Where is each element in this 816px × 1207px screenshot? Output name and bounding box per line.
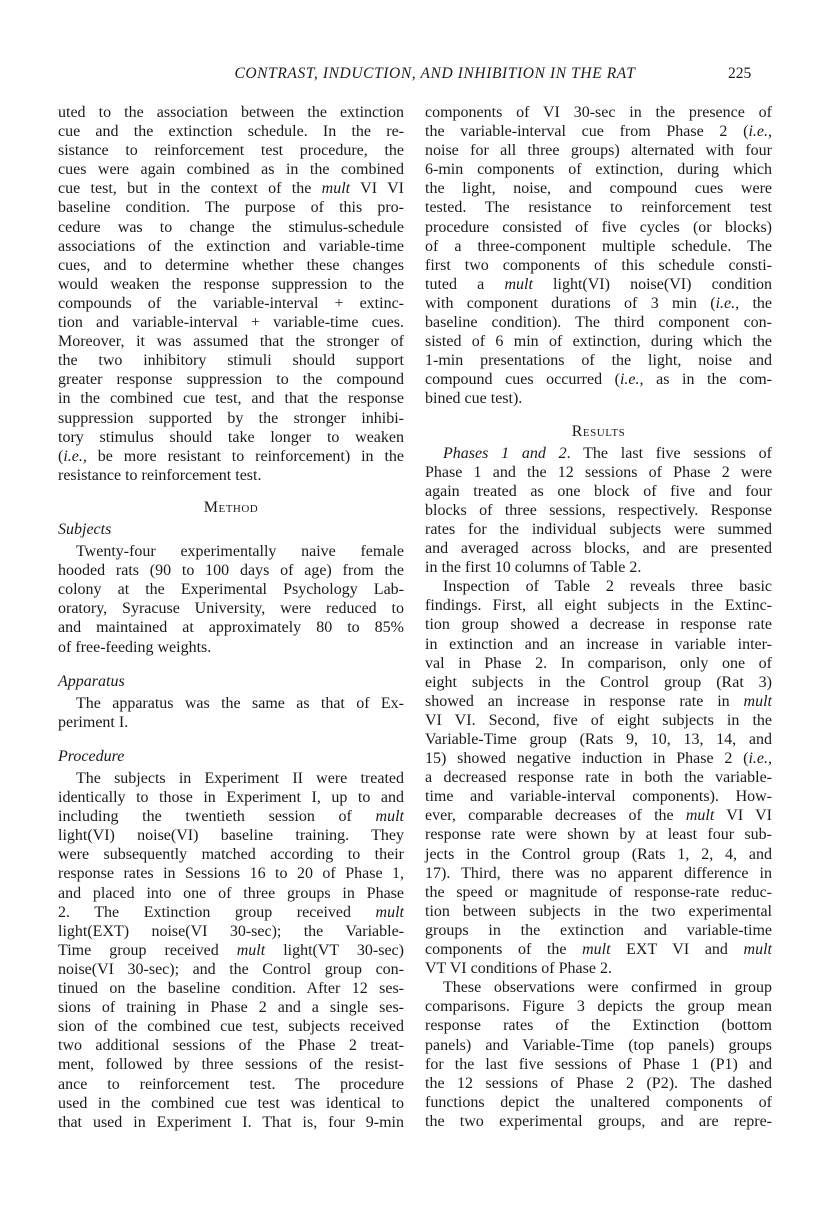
text-run: cues, and to determine whether these changes (58, 256, 404, 274)
text-line (425, 351, 772, 370)
text-line (425, 883, 772, 902)
text-run: as in the com- (643, 371, 773, 389)
section-heading: Results (571, 422, 626, 440)
text-line (425, 577, 772, 596)
text-run: the speed or magnitude of response-rate reduc- (425, 883, 772, 901)
text-run: sion of the combined cue test, subjects received (58, 1018, 404, 1036)
text-line (58, 409, 404, 428)
text-run: response rates in Sessions 16 to 20 of Phase 1, (58, 865, 404, 883)
text-line (58, 198, 404, 217)
paragraph (58, 103, 404, 485)
text-run: ( (58, 447, 64, 465)
text-line (425, 615, 772, 634)
text-line (425, 237, 772, 256)
paragraph (58, 694, 404, 732)
text-run: Moreover, it was assumed that the stronger of (58, 333, 404, 351)
text-line (425, 902, 772, 921)
text-line (425, 482, 772, 501)
text-run: and averaged across blocks, and are presented (425, 540, 772, 558)
italic-text: mult (743, 692, 772, 710)
text-run: VI VI (714, 807, 772, 825)
text-line (58, 370, 404, 389)
text-line (58, 884, 404, 903)
text-line (58, 998, 404, 1017)
text-line (425, 332, 772, 351)
italic-text: mult (685, 807, 715, 825)
text-line (58, 294, 404, 313)
text-line (425, 1036, 772, 1055)
text-line (425, 940, 772, 959)
text-run: used in the combined cue test was identical to (58, 1094, 404, 1112)
text-run: with component durations of 3 min ( (425, 294, 716, 312)
text-run: rates for the individual subjects were summed (425, 520, 772, 538)
text-line (425, 730, 772, 749)
text-line (58, 1113, 404, 1132)
text-line (425, 711, 772, 730)
subsection-heading: Subjects (58, 520, 112, 538)
text-run: in extinction and an increase in variable inter- (425, 635, 772, 653)
text-run: baseline condition). The third component con- (425, 314, 772, 332)
text-line (425, 997, 772, 1016)
text-line (425, 635, 772, 654)
text-run: first two components of this schedule consti- (425, 256, 772, 274)
text-line (58, 638, 404, 657)
running-head-title: CONTRAST, INDUCTION, AND INHIBITION IN THE RAT (234, 65, 636, 82)
text-run: components of VI 30-sec in the presence of (425, 104, 772, 121)
text-run: response rates of the Extinction (bottom (425, 1017, 772, 1035)
text-line (425, 692, 772, 711)
paragraph (58, 542, 404, 657)
text-line (425, 1055, 772, 1074)
text-run: blocks of three sessions, respectively. Response (425, 501, 772, 519)
text-line (58, 979, 404, 998)
text-line (58, 466, 404, 485)
text-line (58, 599, 404, 618)
text-run: cedure was to change the stimulus-schedule (58, 218, 404, 236)
section-heading: Method (203, 498, 259, 516)
text-line (425, 370, 772, 389)
text-run: the two experimental groups, and are repre- (425, 1112, 772, 1130)
text-line (425, 218, 772, 237)
text-run: tinued on the baseline condition. After 12 ses- (58, 980, 404, 998)
text-run: functions depict the unaltered components of (425, 1093, 772, 1111)
text-line (58, 542, 404, 561)
text-line (58, 1055, 404, 1074)
text-line (58, 141, 404, 160)
text-line (58, 769, 404, 788)
text-run: ever, comparable decreases of the (425, 807, 686, 825)
text-run: The apparatus was the same as that of Ex- (76, 694, 404, 712)
text-line (58, 864, 404, 883)
text-line (58, 941, 404, 960)
text-line (58, 332, 404, 351)
text-run: compounds of the variable-interval + extinc- (58, 294, 404, 312)
text-run: ance to reinforcement test. The procedure (58, 1075, 404, 1093)
text-run: the light, noise, and compound cues were (425, 180, 772, 198)
text-run: light(VI) noise(VI) condition (532, 275, 773, 293)
text-run: light(EXT) noise(VI 30-sec); the Variable- (58, 922, 404, 940)
text-run: panels) and Variable-Time (top panels) groups (425, 1036, 772, 1054)
text-run: light(VI) noise(VI) baseline training. They (58, 827, 404, 845)
paragraph (425, 577, 772, 978)
text-line (58, 1017, 404, 1036)
text-run: baseline condition. The purpose of this pro- (58, 199, 404, 217)
text-run: again treated as one block of five and four (425, 482, 772, 500)
text-run: sistance to reinforcement test procedure, the (58, 142, 404, 160)
text-run: a decreased response rate in both the variable- (425, 769, 772, 787)
text-line (58, 1094, 404, 1113)
text-line (425, 501, 772, 520)
text-line (425, 845, 772, 864)
text-run: resistance to reinforcement test. (58, 466, 262, 484)
text-run: 6-min components of extinction, during which (425, 161, 772, 179)
paragraph (425, 103, 772, 409)
text-run: 1-min presentations of the light, noise and (425, 352, 772, 370)
text-run: suppression supported by the stronger inhibi- (58, 409, 404, 427)
text-line (58, 845, 404, 864)
text-line (58, 1036, 404, 1055)
left-column (58, 103, 404, 1132)
text-line (425, 520, 772, 539)
text-line (58, 713, 404, 732)
text-run: periment I. (58, 713, 129, 731)
italic-text: mult (321, 180, 351, 198)
text-line (58, 580, 404, 599)
italic-text: mult (375, 808, 404, 826)
text-run: eight subjects in the Control group (Rat 3) (425, 673, 772, 691)
text-line (425, 198, 772, 217)
text-run: tion and variable-interval + variable-time cues. (58, 314, 404, 332)
text-line (425, 313, 772, 332)
text-run: compound cues occurred ( (425, 371, 620, 389)
text-line (58, 275, 404, 294)
text-run: tory stimulus should take longer to weaken (58, 428, 404, 446)
text-run: associations of the extinction and variable-time (58, 237, 404, 255)
text-run: two additional sessions of the Phase 2 treat- (58, 1037, 404, 1055)
text-run: comparisons. Figure 3 depicts the group mean (425, 998, 772, 1016)
text-line (425, 864, 772, 883)
text-run: of free-feeding weights. (58, 638, 212, 656)
text-line (58, 313, 404, 332)
text-run: colony at the Experimental Psychology Lab- (58, 581, 404, 599)
text-run: cue test, but in the context of the (58, 180, 322, 198)
text-run: VI VI. Second, five of eight subjects in the (425, 711, 772, 729)
italic-text: mult (236, 941, 266, 959)
text-run: VT VI conditions of Phase 2. (425, 960, 612, 978)
text-run: and placed into one of three groups in Phase (58, 884, 404, 902)
text-line (58, 160, 404, 179)
text-run: identically to those in Experiment I, up to and (58, 789, 404, 807)
text-run: ment, followed by three sessions of the resist- (58, 1056, 404, 1074)
text-run: groups in the extinction and variable-time (425, 921, 772, 939)
text-line (425, 444, 772, 463)
text-line (58, 447, 404, 466)
text-run: time and variable-interval components). How- (425, 788, 772, 806)
text-line (425, 256, 772, 275)
text-line (58, 179, 404, 198)
paragraph (425, 978, 772, 1131)
text-line (425, 806, 772, 825)
italic-text: i.e., (619, 371, 644, 389)
italic-text: mult (582, 941, 611, 959)
text-run: would weaken the response suppression to the (58, 275, 404, 293)
text-run: The subjects in Experiment II were treated (76, 770, 404, 787)
text-run: light(VT 30-sec) (265, 941, 404, 959)
text-line (425, 959, 772, 978)
text-run: uted to the association between the extinction (58, 104, 404, 121)
text-line (58, 826, 404, 845)
text-run: the variable-interval cue from Phase 2 ( (425, 123, 749, 141)
text-run: Inspection of Table 2 reveals three basic (443, 578, 772, 596)
subsection-heading: Procedure (58, 747, 125, 765)
text-run: for the last five sessions of Phase 1 (P1) and (425, 1055, 772, 1073)
italic-text: i.e., (63, 447, 87, 465)
text-line (425, 179, 772, 198)
text-line (58, 922, 404, 941)
text-line (58, 389, 404, 408)
text-run: of a three-component multiple schedule. The (425, 237, 772, 255)
text-line (425, 1093, 772, 1112)
text-run: the 12 sessions of Phase 2 (P2). The dashed (425, 1074, 772, 1092)
text-line (425, 539, 772, 558)
text-run: bined cue test). (425, 390, 523, 408)
text-line (58, 122, 404, 141)
text-line (425, 389, 772, 408)
text-line (58, 694, 404, 713)
subsection-heading: Apparatus (58, 672, 125, 690)
text-line (58, 960, 404, 979)
text-run: that used in Experiment I. That is, four 9-min (58, 1113, 404, 1131)
text-run: Variable-Time group (Rats 9, 10, 13, 14, and (425, 731, 772, 748)
text-run: the (739, 294, 772, 312)
text-run: and maintained at approximately 80 to 85% (58, 619, 404, 637)
text-run: tion between subjects in the two experimental (425, 902, 772, 920)
text-run: Twenty-four experimentally naive female (76, 543, 404, 561)
text-run: tion group showed a decrease in response rate (425, 616, 772, 634)
text-run: EXT VI and (610, 941, 744, 959)
italic-text: i.e., (715, 294, 740, 312)
text-line (425, 1112, 772, 1131)
text-run: procedure consisted of five cycles (or blocks) (425, 218, 772, 236)
text-run: noise(VI 30-sec); and the Control group con- (58, 960, 404, 978)
text-run: tested. The resistance to reinforcement test (425, 199, 772, 217)
text-line (425, 596, 772, 615)
text-run: val in Phase 2. In comparison, only one of (425, 654, 772, 672)
text-run: oratory, Syracuse University, were reduced to (58, 600, 404, 618)
text-run: response rate were shown by at least four sub- (425, 826, 772, 844)
italic-text: i.e., (748, 123, 772, 141)
text-line (58, 618, 404, 637)
right-column (425, 103, 772, 1131)
text-line (425, 463, 772, 482)
text-run: findings. First, all eight subjects in the Extinc- (425, 597, 772, 615)
text-run: components of the (425, 941, 583, 959)
text-line (58, 903, 404, 922)
text-run: VI VI (350, 180, 405, 198)
italic-text: mult (743, 941, 772, 959)
text-run: Phase 1 and the 12 sessions of Phase 2 were (425, 463, 772, 481)
text-line (425, 160, 772, 179)
text-line (425, 749, 772, 768)
text-run: noise for all three groups) alternated with four (425, 142, 772, 160)
text-run: in the combined cue test, and that the response (58, 390, 404, 408)
text-line (58, 351, 404, 370)
text-line (425, 1074, 772, 1093)
text-run: 2. The Extinction group received (58, 903, 376, 921)
text-line (425, 768, 772, 787)
text-line (58, 561, 404, 580)
italic-text: i.e., (748, 750, 772, 768)
text-line (425, 275, 772, 294)
text-run: sions of training in Phase 2 and a single ses- (58, 999, 404, 1017)
text-line (425, 122, 772, 141)
text-run: in the first 10 columns of Table 2. (425, 559, 642, 577)
text-run: cue and the extinction schedule. In the re- (58, 123, 404, 141)
text-line (425, 1016, 772, 1035)
text-line (58, 218, 404, 237)
italic-text: mult (504, 275, 533, 293)
text-line (58, 103, 404, 122)
text-run: . The last five sessions of (566, 444, 772, 462)
text-run: 17). Third, there was no apparent difference in (425, 864, 772, 882)
text-run: sisted of 6 min of extinction, during which the (425, 333, 772, 351)
text-line (58, 788, 404, 807)
text-run: showed an increase in response rate in (425, 692, 744, 710)
text-line (58, 256, 404, 275)
text-run: jects in the Control group (Rats 1, 2, 4, and (425, 845, 772, 863)
text-run: Time group received (58, 941, 237, 959)
text-run: These observations were confirmed in group (443, 979, 772, 997)
paragraph (58, 769, 404, 1132)
text-run: tuted a (425, 275, 505, 293)
text-run: be more resistant to reinforcement) in the (86, 447, 404, 465)
text-line (425, 673, 772, 692)
text-run: the two inhibitory stimuli should support (58, 352, 404, 370)
text-run: 15) showed negative induction in Phase 2 ( (425, 750, 749, 768)
text-line (425, 558, 772, 577)
text-line (58, 807, 404, 826)
text-run: cues were again combined as in the combined (58, 161, 404, 179)
paragraph (425, 444, 772, 578)
text-run: including the twentieth session of (58, 808, 376, 826)
text-line (425, 654, 772, 673)
text-line (58, 1075, 404, 1094)
text-line (425, 921, 772, 940)
page-number: 225 (728, 65, 752, 82)
italic-text: Phases 1 and 2 (443, 444, 567, 462)
text-line (425, 294, 772, 313)
text-line (58, 237, 404, 256)
text-run: greater response suppression to the compound (58, 371, 404, 389)
text-line (425, 825, 772, 844)
text-line (425, 978, 772, 997)
text-line (425, 141, 772, 160)
text-run: were subsequently matched according to their (58, 846, 404, 864)
italic-text: mult (375, 903, 404, 921)
text-run: hooded rats (90 to 100 days of age) from the (58, 562, 404, 580)
text-line (425, 787, 772, 806)
text-line (425, 103, 772, 122)
text-line (58, 428, 404, 447)
